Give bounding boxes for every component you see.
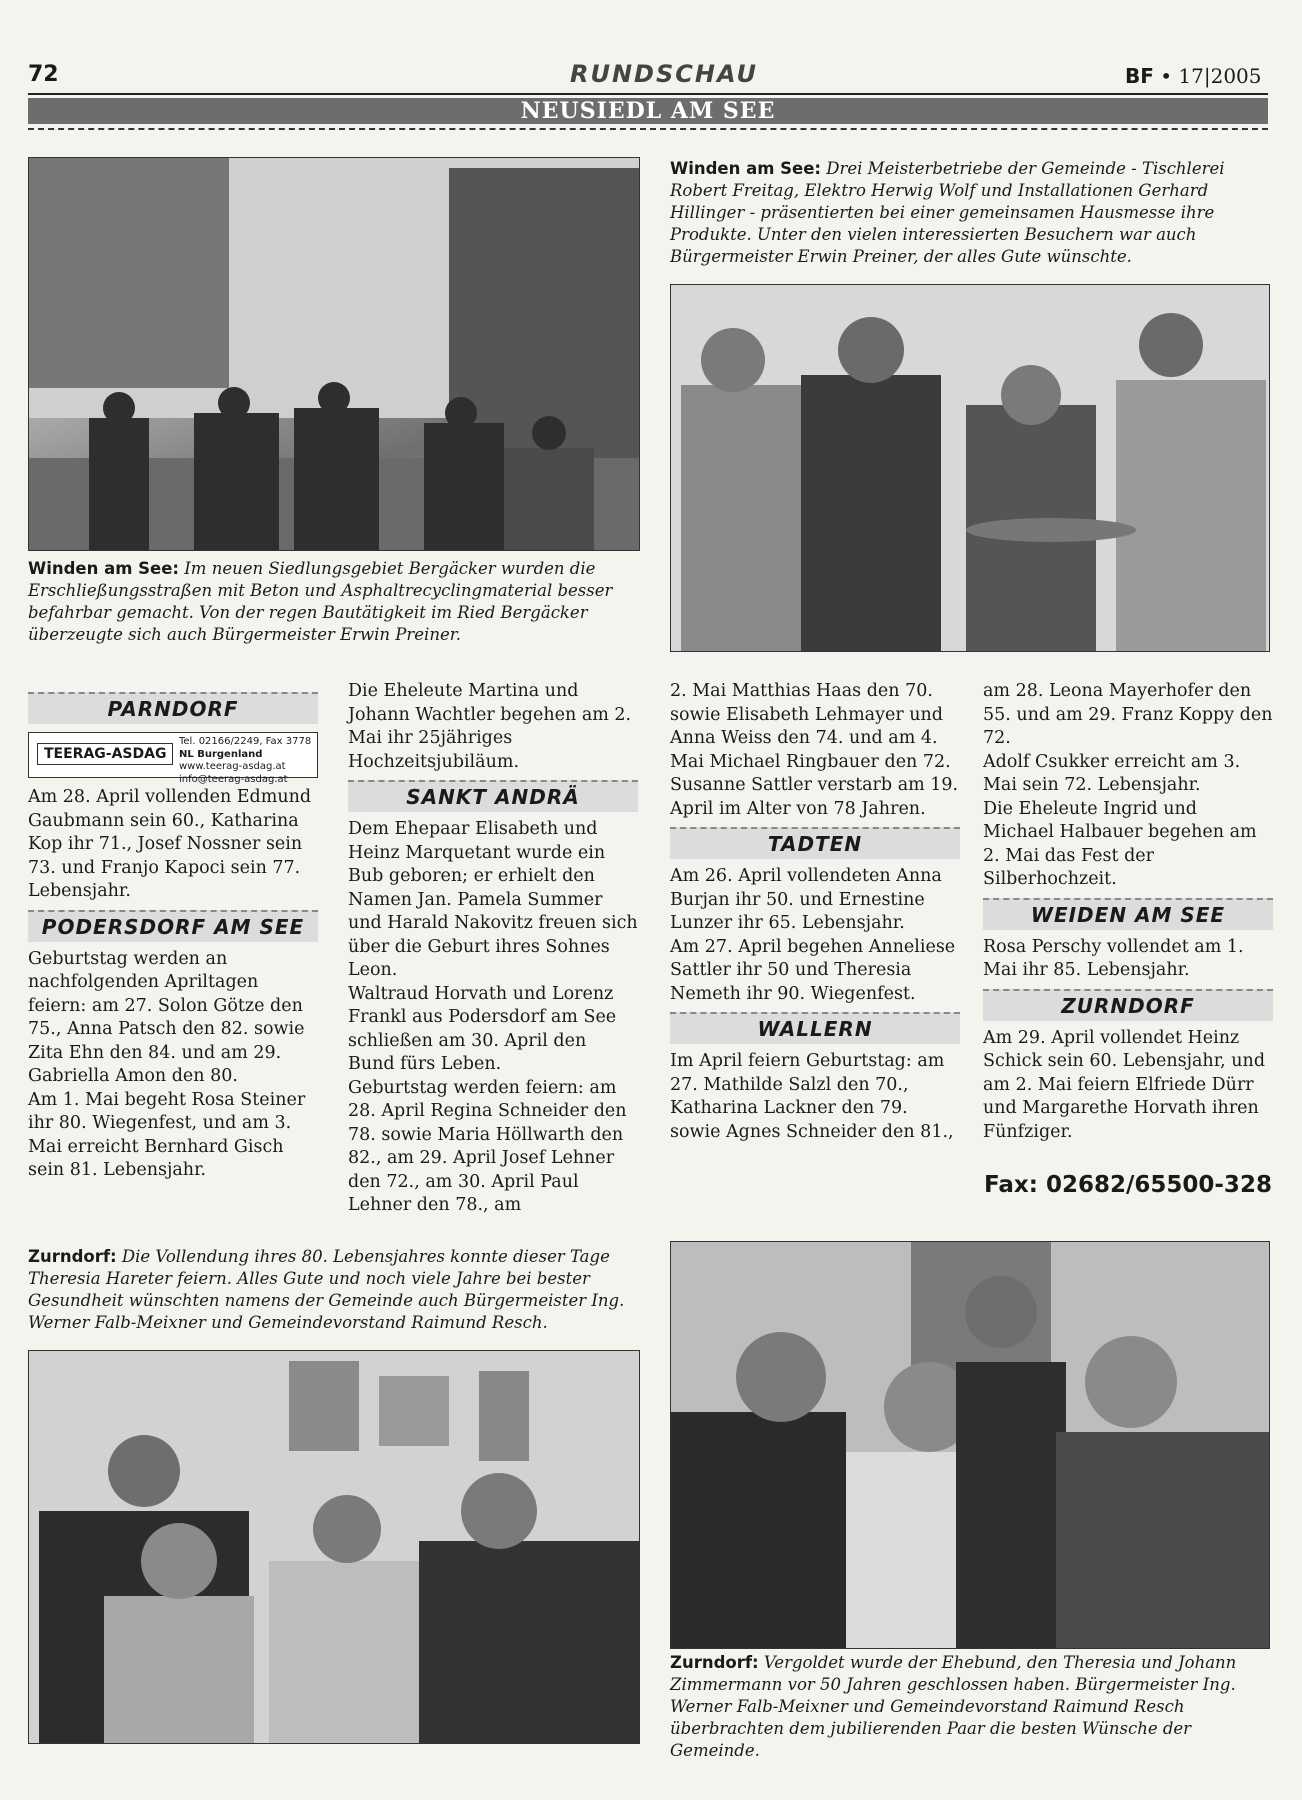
photo-construction-illustration	[29, 158, 639, 550]
ad-web: www.teerag-asdag.at	[179, 761, 286, 772]
photo-hausmesse	[670, 284, 1270, 652]
column-3	[670, 680, 960, 1144]
issue-separator: •	[1160, 64, 1173, 88]
caption-bottom-left	[28, 1246, 638, 1334]
paragraph: Geburtstag werden feiern: am 28. April Regina Schneider den 78. sowie Maria Höllwarth den 82., am 29. April Josef Lehner den 72., am 30. April Paul Lehner den 78., am	[348, 1077, 627, 1215]
heading-tadten: TADTEN	[670, 827, 960, 859]
ad-branch: NL Burgenland	[179, 748, 263, 760]
heading-wallern: WALLERN	[670, 1012, 960, 1044]
paragraph: Waltraud Horvath und Lorenz Frankl aus Podersdorf am See schließen am 30. April den Bund fürs Leben.	[348, 983, 617, 1074]
paragraph: am 28. Leona Mayerhofer den 55. und am 29. Franz Koppy den 72.	[983, 681, 1273, 748]
banner-dash-rule	[28, 128, 1268, 130]
column-1	[28, 686, 318, 1183]
paragraph: Am 27. April begehen Anneliese Sattler ihr 50 und Theresia Nemeth ihr 90. Wiegenfest.	[670, 936, 956, 1004]
paragraph: Geburtstag werden an nachfolgenden Apriltagen feiern: am 27. Solon Götze den 75., Anna Patsch den 82. sowie Zita Ehn den 84. und am 29. Gabriella Amon den 80.	[28, 948, 305, 1086]
ad-contact	[179, 736, 311, 786]
paragraph: Susanne Sattler verstarb am 19. April im Alter von 78 Jahren.	[670, 775, 959, 819]
photo-golden-wedding	[670, 1241, 1270, 1649]
caption-place: Winden am See:	[670, 159, 822, 178]
fax-number: Fax: 02682/65500-328	[984, 1172, 1272, 1198]
column-4	[983, 680, 1273, 1198]
caption-place: Zurndorf:	[670, 1653, 759, 1672]
page-number: 72	[28, 62, 59, 87]
ad-mail: info@teerag-asdag.at	[179, 773, 288, 785]
photo-birthday-illustration	[29, 1351, 639, 1743]
photo-wedding-illustration	[671, 1242, 1269, 1648]
caption-place: Zurndorf:	[28, 1247, 117, 1266]
paragraph: Die Eheleute Ingrid und Michael Halbauer begehen am 2. Mai das Fest der Silberhochzeit.	[983, 798, 1257, 889]
photo-hausmesse-illustration	[671, 285, 1269, 651]
paragraph: Am 26. April vollendeten Anna Burjan ihr 50. und Ernestine Lunzer ihr 65. Lebensjahr.	[670, 866, 942, 933]
heading-weiden: WEIDEN AM SEE	[983, 898, 1273, 930]
paragraph: Dem Ehepaar Elisabeth und Heinz Marquetant wurde ein Bub geboren; er erhielt den Namen Jan. Pamela Summer und Harald Nakovitz freuen sich über die Geburt ihres Sohnes Leon.	[348, 819, 638, 980]
paragraph: Adolf Csukker erreicht am 3. Mai sein 72. Lebensjahr.	[983, 751, 1241, 795]
paragraph: Rosa Perschy vollendet am 1. Mai ihr 85. Lebensjahr.	[983, 936, 1244, 980]
caption-bottom-right	[670, 1652, 1268, 1762]
paragraph: Am 29. April vollendet Heinz Schick sein 60. Lebensjahr, und am 2. Mai feiern Elfriede Dürr und Margarethe Horvath ihren Fünfziger.	[983, 1027, 1266, 1142]
teerag-ad	[28, 732, 318, 785]
heading-sankt-andrae: SANKT ANDRÄ	[348, 780, 638, 812]
column-2	[348, 680, 638, 1218]
paragraph: 2. Mai Matthias Haas den 70. sowie Elisabeth Lehmayer und Anna Weiss den 74. und am 4. Mai Michael Ringbauer den 72.	[670, 681, 951, 772]
issue-brand: BF	[1125, 64, 1154, 88]
region-banner: NEUSIEDL AM SEE	[28, 98, 1268, 124]
caption-text: Die Vollendung ihres 80. Lebensjahres konnte dieser Tage Theresia Hareter feiern. Alles Gute und noch viele Jahre bei bester Gesundheit wünschten namens der Gemeinde auch Bürgermeister Ing. Werner Falb-Meixner und Gemeindevorstand Raimund Resch.	[28, 1247, 625, 1332]
photo-construction-site	[28, 157, 640, 551]
ad-tel: Tel. 02166/2249, Fax 3778	[179, 736, 312, 747]
caption-top-left	[28, 558, 638, 646]
paragraph: Am 1. Mai begeht Rosa Steiner ihr 80. Wiegenfest, und am 3. Mai erreicht Bernhard Gisch sein 81. Lebensjahr.	[28, 1089, 306, 1180]
teerag-logo: TEERAG-ASDAG	[37, 743, 173, 765]
caption-place: Winden am See:	[28, 559, 180, 578]
heading-parndorf: PARNDORF	[28, 692, 318, 724]
heading-zurndorf: ZURNDORF	[983, 989, 1273, 1021]
caption-text: Drei Meisterbetriebe der Gemeinde - Tischlerei Robert Freitag, Elektro Herwig Wolf und Installationen Gerhard Hillinger - präsentierten bei einer gemeinsamen Hausmesse ihre Produkte. Unter den vielen interessierten Besuchern war auch Bürgermeister Erwin Preiner, der alles Gute wünschte.	[670, 159, 1225, 266]
caption-top-right	[670, 158, 1268, 268]
paragraph: Die Eheleute Martina und Johann Wachtler begehen am 2. Mai ihr 25jähriges Hochzeitsjubiläum.	[348, 681, 632, 772]
caption-text: Im neuen Siedlungsgebiet Bergäcker wurden die Erschließungsstraßen mit Beton und Asphaltrecyclingmaterial besser befahrbar gemacht. Von der regen Bautätigkeit im Ried Bergäcker überzeugte sich auch Bürgermeister Erwin Preiner.	[28, 559, 613, 644]
photo-hareter-birthday	[28, 1350, 640, 1744]
issue-info	[1125, 64, 1262, 88]
paragraph: Am 28. April vollenden Edmund Gaubmann sein 60., Katharina Kop ihr 71., Josef Nossner sein 73. und Franjo Kapoci sein 77. Lebensjahr.	[28, 787, 312, 901]
section-title: RUNDSCHAU	[570, 60, 758, 88]
issue-date: 17|2005	[1178, 64, 1262, 88]
heading-podersdorf: PODERSDORF AM SEE	[28, 910, 318, 942]
paragraph: Im April feiern Geburtstag: am 27. Mathilde Salzl den 70., Katharina Lackner den 79. sowie Agnes Schneider den 81.,	[670, 1051, 954, 1142]
caption-text: Vergoldet wurde der Ehebund, den Theresia und Johann Zimmermann vor 50 Jahren geschlossen haben. Bürgermeister Ing. Werner Falb-Meixner und Gemeindevorstand Raimund Resch überbrachten dem jubilierenden Paar die besten Wünsche der Gemeinde.	[670, 1653, 1237, 1760]
header-rule	[28, 93, 1268, 95]
